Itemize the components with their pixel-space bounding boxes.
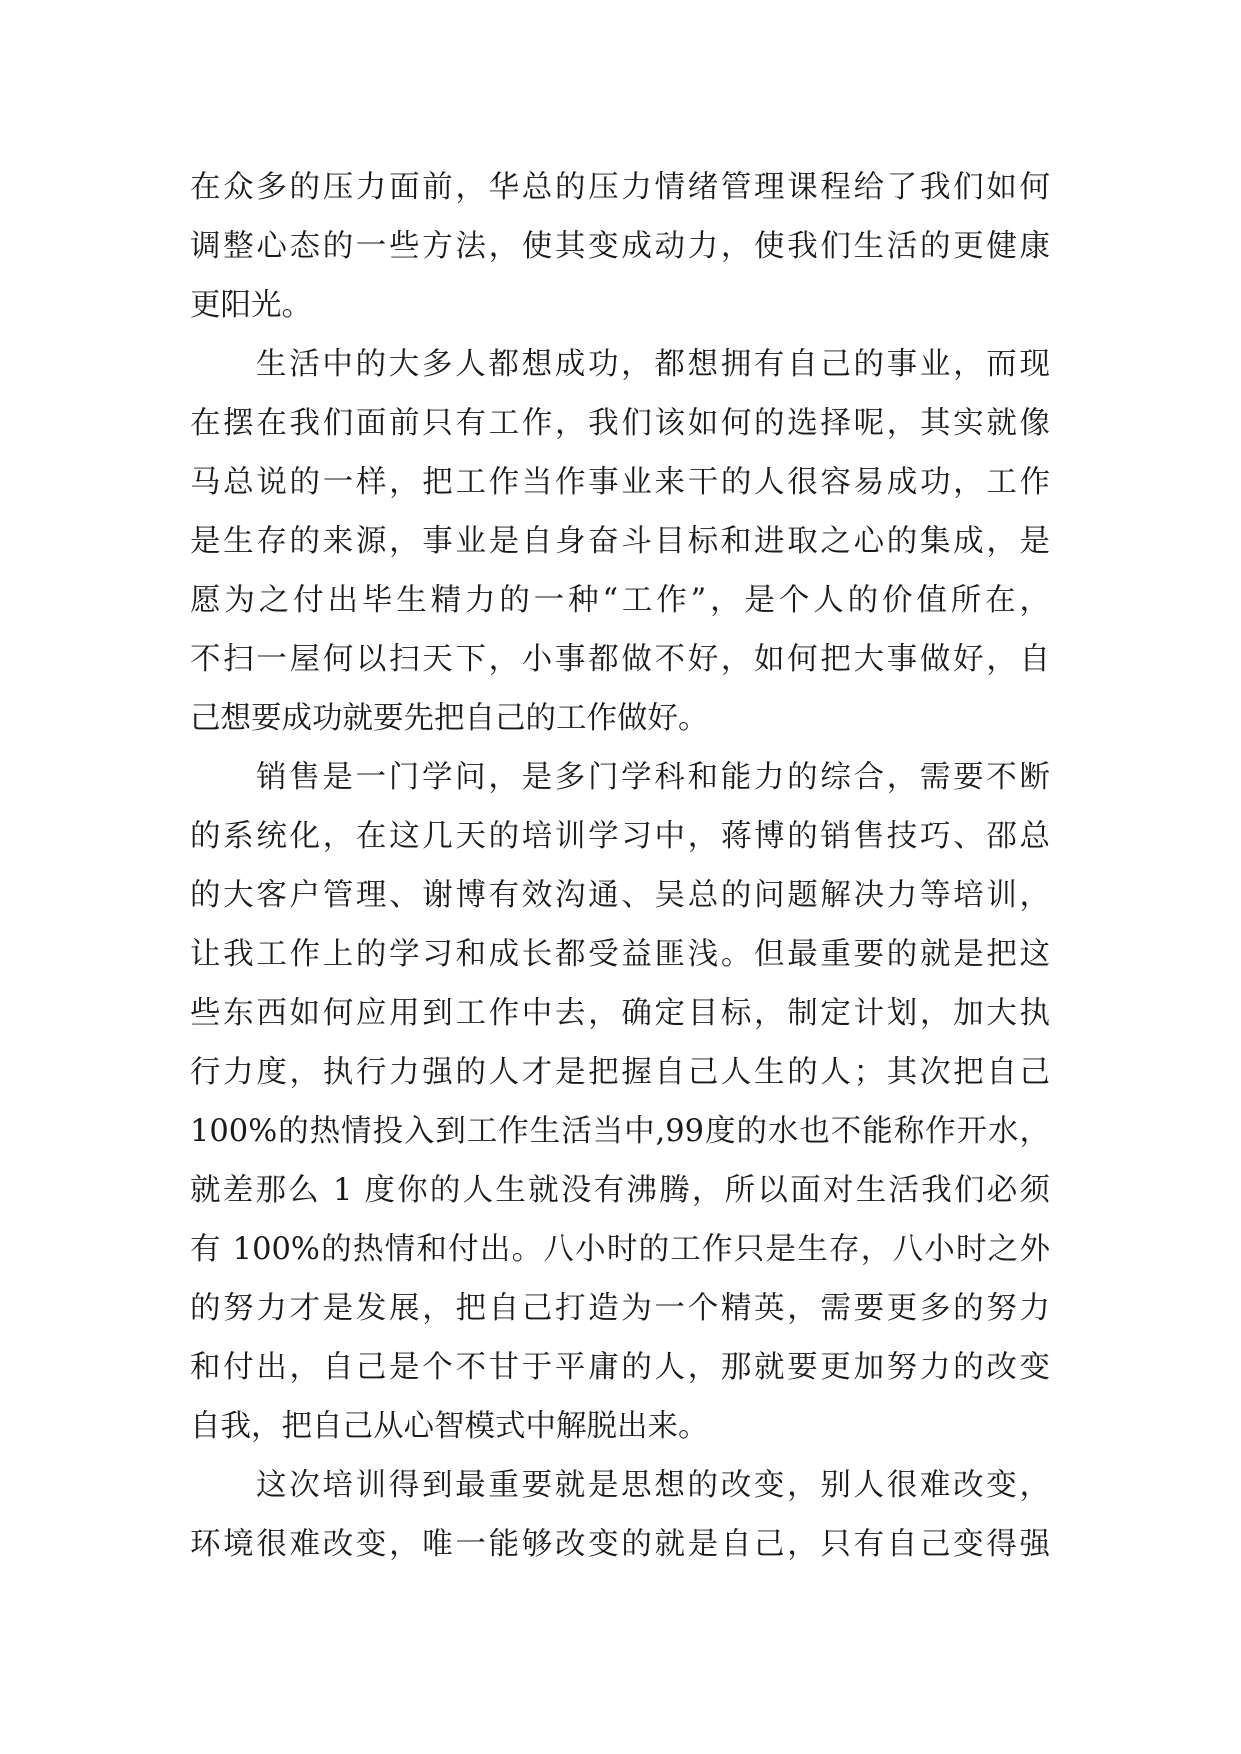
text-line: 就差那么 1 度你的人生就没有沸腾，所以面对生活我们必须 xyxy=(190,1173,1050,1208)
text-line: 己想要成功就要先把自己的工作做好。 xyxy=(190,701,709,736)
text-line: 不扫一屋何以扫天下，小事都做不好，如何把大事做好，自 xyxy=(190,642,1050,677)
text-line: 愿为之付出毕生精力的一种“工作”，是个人的价值所在， xyxy=(190,583,1050,618)
text-line: 和付出，自己是个不甘于平庸的人，那就要更加努力的改变 xyxy=(190,1350,1050,1385)
text-line: 马总说的一样，把工作当作事业来干的人很容易成功，工作 xyxy=(190,465,1050,500)
document-body xyxy=(190,158,1050,1574)
text-line: 调整心态的一些方法，使其变成动力，使我们生活的更健康 xyxy=(190,229,1050,264)
text-line: 有 100%的热情和付出。八小时的工作只是生存，八小时之外 xyxy=(190,1232,1050,1267)
text-line: 自我，把自己从心智模式中解脱出来。 xyxy=(190,1409,709,1444)
text-line: 销售是一门学问，是多门学科和能力的综合，需要不断 xyxy=(256,760,1050,795)
text-line: 环境很难改变，唯一能够改变的就是自己，只有自己变得强 xyxy=(190,1527,1050,1562)
text-line: 在众多的压力面前，华总的压力情绪管理课程给了我们如何 xyxy=(190,170,1050,205)
text-line: 行力度，执行力强的人才是把握自己人生的人；其次把自己 xyxy=(190,1055,1050,1090)
text-line: 100%的热情投入到工作生活当中,99度的水也不能称作开水， xyxy=(190,1114,1050,1149)
text-line: 这次培训得到最重要就是思想的改变，别人很难改变， xyxy=(256,1468,1050,1503)
text-line: 的努力才是发展，把自己打造为一个精英，需要更多的努力 xyxy=(190,1291,1050,1326)
text-line: 的系统化，在这几天的培训学习中，蒋博的销售技巧、邵总 xyxy=(190,819,1050,854)
text-line: 的大客户管理、谢博有效沟通、吴总的问题解决力等培训， xyxy=(190,878,1050,913)
text-line: 是生存的来源，事业是自身奋斗目标和进取之心的集成，是 xyxy=(190,524,1050,559)
text-line: 生活中的大多人都想成功，都想拥有自己的事业，而现 xyxy=(256,347,1050,382)
text-line: 在摆在我们面前只有工作，我们该如何的选择呢，其实就像 xyxy=(190,406,1050,441)
text-line: 更阳光。 xyxy=(190,288,312,323)
text-line: 些东西如何应用到工作中去，确定目标，制定计划，加大执 xyxy=(190,996,1050,1031)
text-line: 让我工作上的学习和成长都受益匪浅。但最重要的就是把这 xyxy=(190,937,1050,972)
